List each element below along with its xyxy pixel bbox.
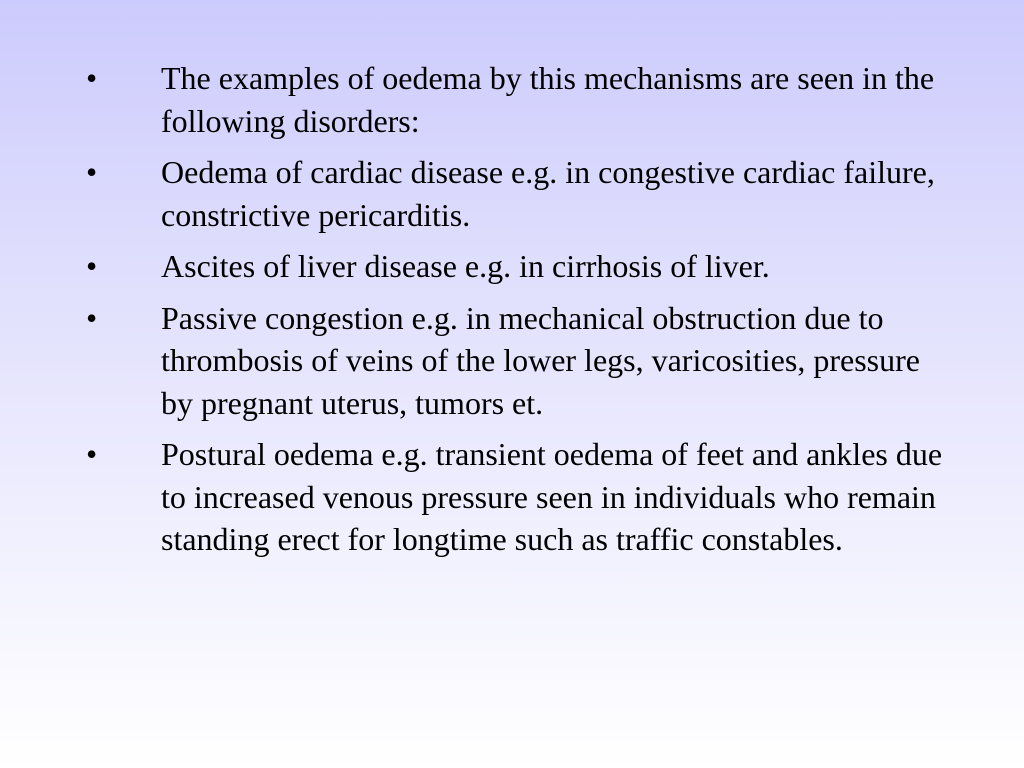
bullet-marker: • (86, 299, 98, 336)
bullet-item (86, 245, 946, 288)
bullet-text: Postural oedema e.g. transient oedema of feet and ankles due to increased venous pressure seen in individuals who remain standing erect for longtime such as traffic constables. (161, 436, 943, 557)
bullet-marker: • (86, 436, 98, 472)
bullet-marker: • (86, 248, 98, 284)
bullet-item (86, 57, 946, 142)
bullet-text: Oedema of cardiac disease e.g. in congestive cardiac failure, constrictive pericarditis. (161, 154, 935, 233)
bullet-text: Ascites of liver disease e.g. in cirrhosis of liver. (161, 248, 770, 284)
bullet-list (86, 57, 946, 570)
bullet-marker: • (86, 60, 98, 96)
bullet-item (86, 433, 946, 561)
bullet-text: The examples of oedema by this mechanisms are seen in the following disorders: (161, 60, 935, 139)
bullet-item (86, 151, 946, 236)
bullet-item (86, 297, 946, 425)
bullet-marker: • (86, 154, 98, 190)
bullet-text: Passive congestion e.g. in mechanical obstruction due to thrombosis of veins of the lower legs, varicosities, pressure by pregnant uterus, tumors et. (161, 299, 920, 421)
